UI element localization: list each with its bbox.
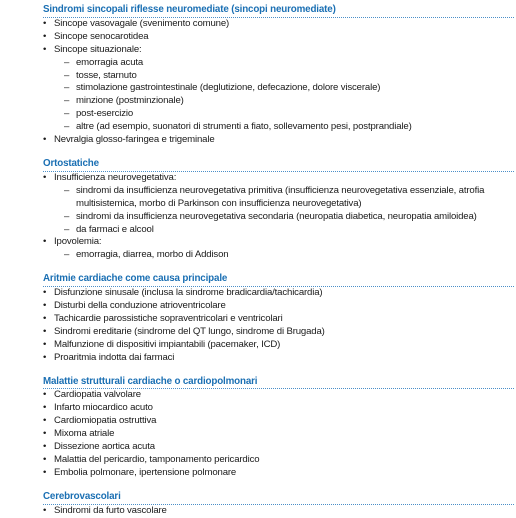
bullet-icon: •: [43, 454, 47, 465]
list-item-text: Nevralgia glosso-faringea e trigeminale: [54, 134, 215, 146]
sub-list-item-text: da farmaci e alcool: [76, 223, 154, 235]
section-spacer: [30, 480, 514, 491]
list-item: [30, 326, 514, 339]
sub-list-item: [54, 185, 514, 211]
sub-list: [54, 57, 514, 134]
dash-icon: –: [64, 121, 70, 133]
sub-list-item: [54, 121, 514, 134]
bullet-icon: •: [43, 428, 47, 440]
section-title: Cerebrovascolari: [43, 490, 121, 502]
dash-icon: –: [64, 56, 70, 68]
document-body: [30, 4, 514, 518]
sub-list-item: [54, 82, 514, 95]
dash-icon: –: [64, 210, 70, 222]
bullet-icon: •: [43, 134, 47, 146]
bullet-list: [30, 389, 514, 479]
sub-list-item: [54, 211, 514, 224]
list-item: [30, 415, 514, 428]
list-item: [30, 352, 514, 365]
bullet-icon: •: [43, 30, 47, 42]
bullet-icon: •: [43, 43, 47, 55]
sub-list-item-text: altre (ad esempio, suonatori di strumenti a fiato, sollevamento pesi, postprandiale): [76, 121, 412, 133]
bullet-icon: •: [43, 171, 47, 183]
section-title: Aritmie cardiache come causa principale: [43, 273, 228, 285]
section-spacer: [30, 262, 514, 273]
dash-icon: –: [64, 82, 70, 94]
section: [30, 4, 514, 158]
list-item-text: Insufficienza neurovegetativa:: [54, 171, 177, 183]
dash-icon: –: [64, 108, 70, 120]
section-title: Sindromi sincopali riflesse neuromediate (sincopi neuromediate): [43, 4, 336, 15]
list-item-text: Disturbi della conduzione atrioventricolare: [54, 300, 226, 312]
list-item-text: Ipovolemia:: [54, 236, 102, 248]
list-item: [30, 287, 514, 300]
list-item: [30, 236, 514, 262]
bullet-icon: •: [43, 17, 47, 29]
dash-icon: –: [64, 223, 70, 235]
sub-list-item-text: sindromi da insufficienza neurovegetativa secondaria (neuropatia diabetica, neuropatia amiloidea): [76, 210, 477, 222]
bullet-list: [30, 505, 514, 518]
list-item: [30, 339, 514, 352]
bullet-icon: •: [43, 441, 47, 453]
list-item: [30, 172, 514, 237]
list-item: [30, 505, 514, 518]
sub-list-item: [54, 95, 514, 108]
list-item-text: Sindromi ereditarie (sindrome del QT lungo, sindrome di Brugada): [54, 325, 325, 337]
dash-icon: –: [64, 249, 70, 261]
list-item: [30, 402, 514, 415]
list-item: [30, 44, 514, 134]
bullet-icon: •: [43, 325, 47, 337]
bullet-icon: •: [43, 236, 47, 248]
list-item: [30, 389, 514, 402]
sub-list-item-text: sindromi da insufficienza neurovegetativa primitiva (insufficienza neurovegetativa essenziale, atrofia multisistemica, morbo di Parkinson con insufficienza neurovegetativa): [76, 184, 485, 209]
sub-list-item-text: minzione (postminzionale): [76, 95, 184, 107]
sub-list-item-text: stimolazione gastrointestinale (deglutizione, defecazione, dolore viscerale): [76, 82, 381, 94]
sub-list-item-text: emorragia acuta: [76, 56, 144, 68]
list-item-text: Malattia del pericardio, tamponamento pericardico: [54, 454, 260, 465]
list-item-text: Sincope vasovagale (svenimento comune): [54, 17, 230, 29]
list-item-text: Dissezione aortica acuta: [54, 441, 155, 453]
dash-icon: –: [64, 95, 70, 107]
list-item-text: Sincope senocarotidea: [54, 30, 149, 42]
list-item: [30, 467, 514, 480]
list-item-text: Embolia polmonare, ipertensione polmonare: [54, 466, 237, 478]
sub-list-item-text: emorragia, diarrea, morbo di Addison: [76, 249, 229, 261]
sub-list: [54, 185, 514, 237]
bullet-list: [30, 18, 514, 147]
sub-list-item-text: tosse, starnuto: [76, 69, 137, 81]
list-item-text: Cardiomiopatia ostruttiva: [54, 415, 157, 427]
list-item: [30, 313, 514, 326]
list-item: [30, 134, 514, 147]
sub-list-item: [54, 108, 514, 121]
list-item: [30, 441, 514, 454]
section-title: Ortostatiche: [43, 157, 99, 169]
list-item: [30, 428, 514, 441]
list-item-text: Sincope situazionale:: [54, 43, 142, 55]
list-item-text: Proaritmia indotta dai farmaci: [54, 351, 175, 363]
list-item: [30, 454, 514, 467]
dash-icon: –: [64, 184, 70, 196]
list-item-text: Sindromi da furto vascolare: [54, 504, 167, 516]
list-item-text: Mixoma atriale: [54, 428, 115, 440]
bullet-icon: •: [43, 351, 47, 363]
sub-list-item: [54, 70, 514, 83]
sub-list: [54, 249, 514, 262]
list-item-text: Disfunzione sinusale (inclusa la sindrome bradicardia/tachicardia): [54, 287, 323, 299]
bullet-icon: •: [43, 338, 47, 350]
bullet-icon: •: [43, 466, 47, 478]
list-item-text: Tachicardie parossistiche sopraventricolari e ventricolari: [54, 312, 283, 324]
sub-list-item: [54, 57, 514, 70]
section: [30, 158, 514, 273]
bullet-icon: •: [43, 504, 47, 516]
bullet-icon: •: [43, 312, 47, 324]
sub-list-item-text: post-esercizio: [76, 108, 134, 120]
list-item-text: Cardiopatia valvolare: [54, 389, 141, 401]
bullet-icon: •: [43, 402, 47, 414]
sub-list-item: [54, 224, 514, 237]
list-item: [30, 31, 514, 44]
section: [30, 376, 514, 491]
bullet-icon: •: [43, 389, 47, 401]
list-item-text: Infarto miocardico acuto: [54, 402, 153, 414]
dash-icon: –: [64, 69, 70, 81]
bullet-icon: •: [43, 415, 47, 427]
list-item-text: Malfunzione di dispositivi impiantabili (pacemaker, ICD): [54, 338, 281, 350]
bullet-icon: •: [43, 287, 47, 299]
section-title: Malattie strutturali cardiache o cardiopolmonari: [43, 375, 258, 387]
section-spacer: [30, 147, 514, 158]
section: [30, 273, 514, 375]
bullet-icon: •: [43, 300, 47, 312]
section-spacer: [30, 365, 514, 376]
bullet-list: [30, 172, 514, 262]
list-item: [30, 18, 514, 31]
bullet-list: [30, 287, 514, 364]
sub-list-item: [54, 249, 514, 262]
list-item: [30, 300, 514, 313]
section: [30, 491, 514, 518]
